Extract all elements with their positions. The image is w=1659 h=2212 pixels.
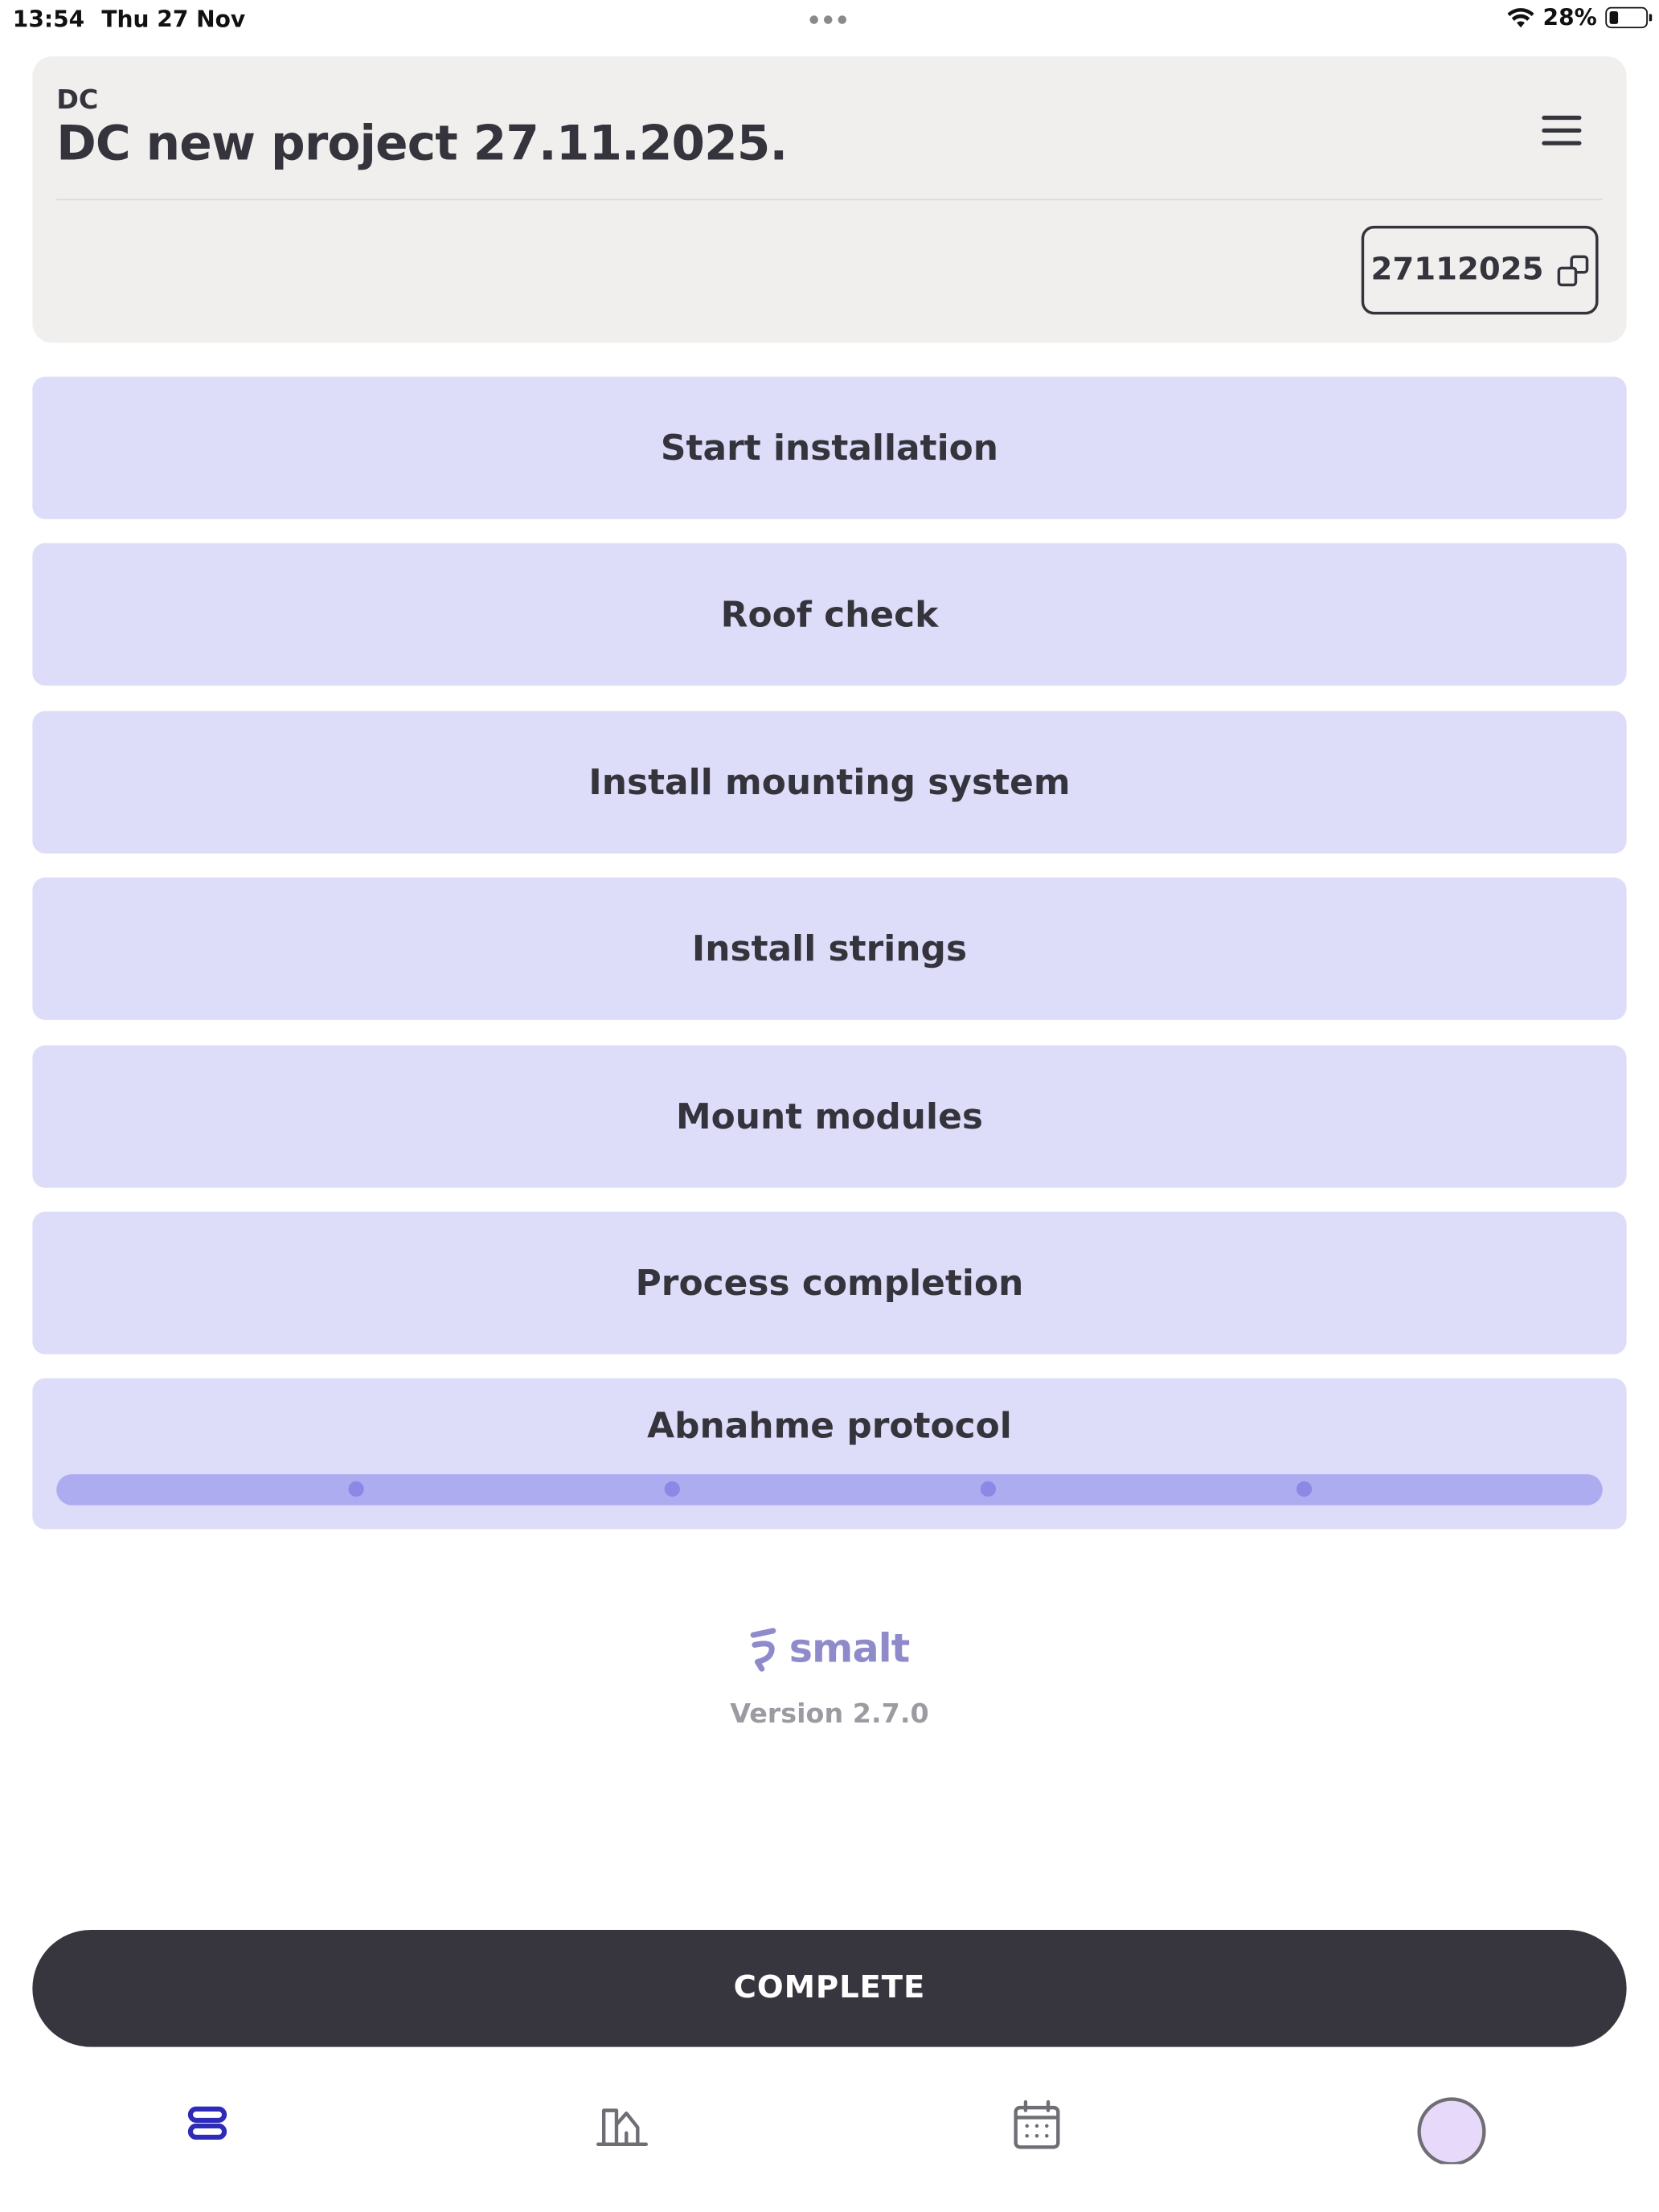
project-category: DC — [56, 84, 99, 116]
battery-percent: 28% — [1542, 4, 1597, 31]
nav-calendar-tab[interactable] — [997, 2085, 1076, 2164]
copy-project-id-button[interactable] — [1362, 226, 1599, 315]
wifi-icon — [1506, 6, 1534, 29]
header-divider — [56, 199, 1603, 200]
battery-level-fill — [1610, 11, 1619, 24]
avatar-icon — [1412, 2085, 1491, 2164]
progress-dot — [665, 1481, 680, 1497]
bottom-navigation — [0, 2074, 1659, 2173]
calendar-icon — [997, 2085, 1076, 2164]
page-title: DC new project 27.11.2025. — [56, 115, 788, 173]
app-version: Version 2.7.0 — [730, 1698, 929, 1730]
brand-logo — [0, 1625, 1659, 1672]
status-indicators — [1506, 4, 1648, 31]
hamburger-menu-icon[interactable] — [1534, 101, 1593, 161]
smalt-logo-icon — [750, 1626, 781, 1671]
nav-buildings-tab[interactable] — [583, 2085, 662, 2164]
battery-icon — [1605, 7, 1648, 28]
nav-profile-tab[interactable] — [1412, 2085, 1491, 2164]
step-install-mounting-system-button[interactable]: Install mounting system — [32, 711, 1626, 854]
step-roof-check-button[interactable]: Roof check — [32, 543, 1626, 686]
nav-projects-tab[interactable] — [168, 2085, 247, 2164]
progress-dot — [981, 1481, 996, 1497]
complete-button[interactable]: COMPLETE — [32, 1930, 1626, 2047]
copy-icon — [1558, 255, 1589, 286]
building-icon — [583, 2085, 662, 2164]
step-process-completion-button[interactable]: Process completion — [32, 1212, 1626, 1354]
step-start-installation-button[interactable]: Start installation — [32, 377, 1626, 519]
step-progress-track — [56, 1474, 1603, 1505]
status-date: Thu 27 Nov — [101, 6, 246, 33]
multitasking-dots-icon[interactable] — [807, 0, 850, 30]
step-install-strings-button[interactable]: Install strings — [32, 878, 1626, 1020]
status-time: 13:54 — [12, 6, 85, 33]
progress-dot — [349, 1481, 364, 1497]
status-bar — [0, 0, 1659, 39]
project-id: 27112025 — [1370, 252, 1544, 289]
stack-list-icon — [168, 2085, 247, 2164]
step-abnahme-protocol-button[interactable] — [32, 1378, 1626, 1530]
brand-name: smalt — [789, 1624, 910, 1672]
step-abnahme-protocol-label: Abnahme protocol — [647, 1405, 1012, 1446]
progress-dot — [1296, 1481, 1312, 1497]
step-mount-modules-button[interactable]: Mount modules — [32, 1046, 1626, 1188]
project-header — [32, 56, 1626, 342]
